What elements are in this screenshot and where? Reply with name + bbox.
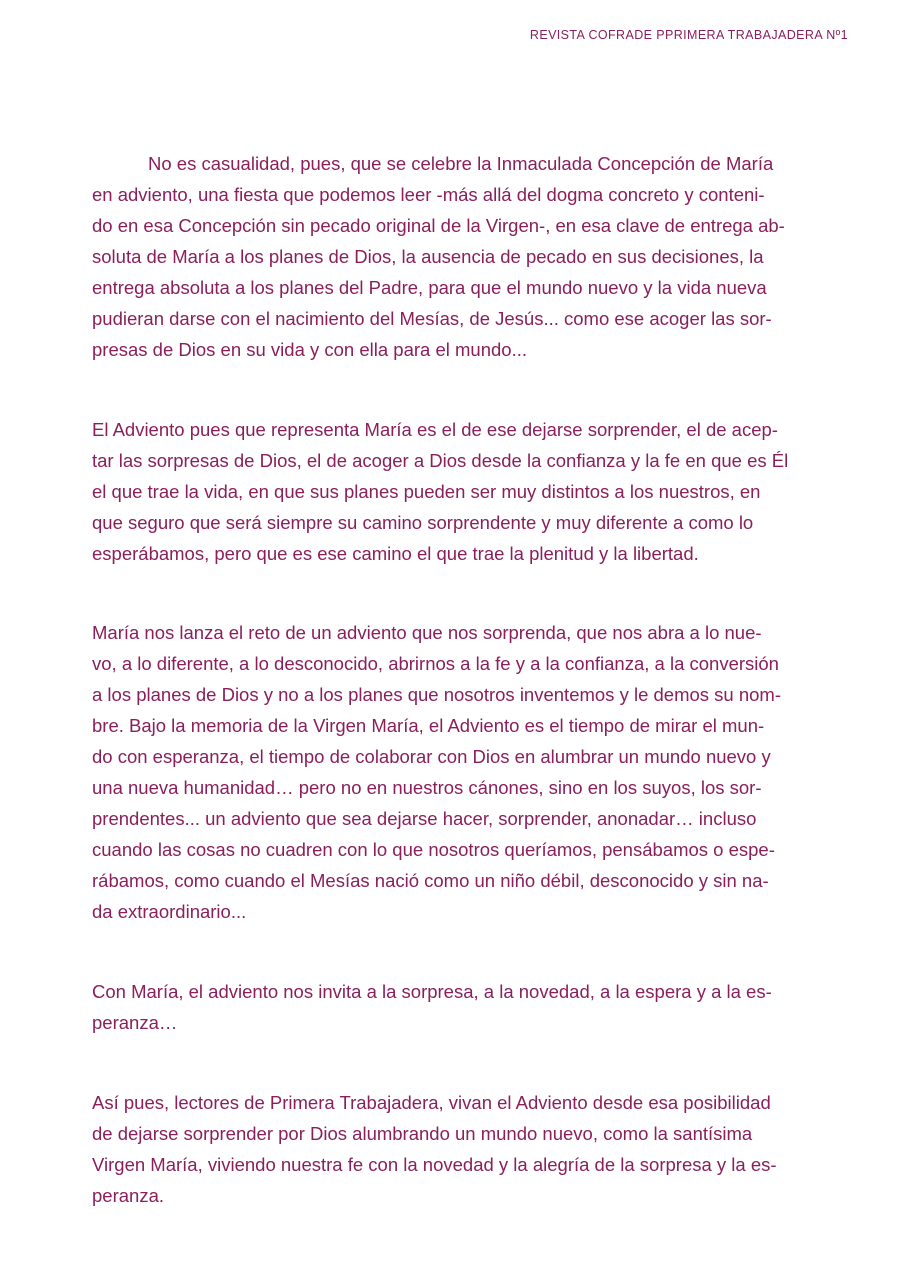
text-line: No es casualidad, pues, que se celebre la Inmaculada Concepción de María: [148, 153, 774, 174]
text-line: El Adviento pues que representa María es el de ese dejarse sorprender, el de acep-: [92, 419, 778, 440]
text-line: tar las sorpresas de Dios, el de acoger a Dios desde la confianza y la fe en que es Él: [92, 450, 789, 471]
text-line: bre. Bajo la memoria de la Virgen María, el Adviento es el tiempo de mirar el mun-: [92, 715, 765, 736]
text-line: do en esa Concepción sin pecado original de la Virgen-, en esa clave de entrega ab-: [92, 215, 785, 236]
text-line: cuando las cosas no cuadren con lo que nosotros queríamos, pensábamos o espe-: [92, 839, 775, 860]
text-line: Así pues, lectores de Primera Trabajadera, vivan el Adviento desde esa posibilidad: [92, 1092, 771, 1113]
text-line: do con esperanza, el tiempo de colaborar con Dios en alumbrar un mundo nuevo y: [92, 746, 771, 767]
paragraph-1: [92, 148, 810, 365]
text-line: presas de Dios en su vida y con ella para el mundo...: [92, 339, 527, 360]
text-line: de dejarse sorprender por Dios alumbrando un mundo nuevo, como la santísima: [92, 1123, 753, 1144]
text-line: María nos lanza el reto de un adviento que nos sorprenda, que nos abra a lo nue-: [92, 622, 762, 643]
paragraph-5: [92, 1087, 777, 1211]
text-line: esperábamos, pero que es ese camino el que trae la plenitud y la libertad.: [92, 543, 699, 564]
text-line: entrega absoluta a los planes del Padre, para que el mundo nuevo y la vida nueva: [92, 277, 767, 298]
text-line: a los planes de Dios y no a los planes que nosotros inventemos y le demos su nom-: [92, 684, 781, 705]
text-line: en adviento, una fiesta que podemos leer -más allá del dogma concreto y conteni-: [92, 184, 765, 205]
text-line: peranza…: [92, 1012, 178, 1033]
text-line: rábamos, como cuando el Mesías nació como un niño débil, desconocido y sin na-: [92, 870, 769, 891]
text-line: que seguro que será siempre su camino sorprendente y muy diferente a como lo: [92, 512, 754, 533]
running-header: REVISTA COFRADE PPRIMERA TRABAJADERA Nº1: [529, 28, 848, 42]
text-line: una nueva humanidad… pero no en nuestros cánones, sino en los suyos, los sor-: [92, 777, 762, 798]
text-line: Virgen María, viviendo nuestra fe con la novedad y la alegría de la sorpresa y la es-: [92, 1154, 777, 1175]
article-body: [92, 148, 810, 1206]
text-line: Con María, el adviento nos invita a la sorpresa, a la novedad, a la espera y a la es-: [92, 981, 772, 1002]
text-line: peranza.: [92, 1185, 164, 1206]
paragraph-3: [92, 617, 781, 927]
paragraph-4: [92, 976, 772, 1038]
text-line: pudieran darse con el nacimiento del Mesías, de Jesús... como ese acoger las sor-: [92, 308, 772, 329]
text-line: soluta de María a los planes de Dios, la ausencia de pecado en sus decisiones, la: [92, 246, 764, 267]
text-line: prendentes... un adviento que sea dejarse hacer, sorprender, anonadar… incluso: [92, 808, 757, 829]
text-line: da extraordinario...: [92, 901, 247, 922]
text-line: vo, a lo diferente, a lo desconocido, abrirnos a la fe y a la confianza, a la conversión: [92, 653, 779, 674]
paragraph-2: [92, 414, 788, 569]
text-line: el que trae la vida, en que sus planes pueden ser muy distintos a los nuestros, en: [92, 481, 761, 502]
